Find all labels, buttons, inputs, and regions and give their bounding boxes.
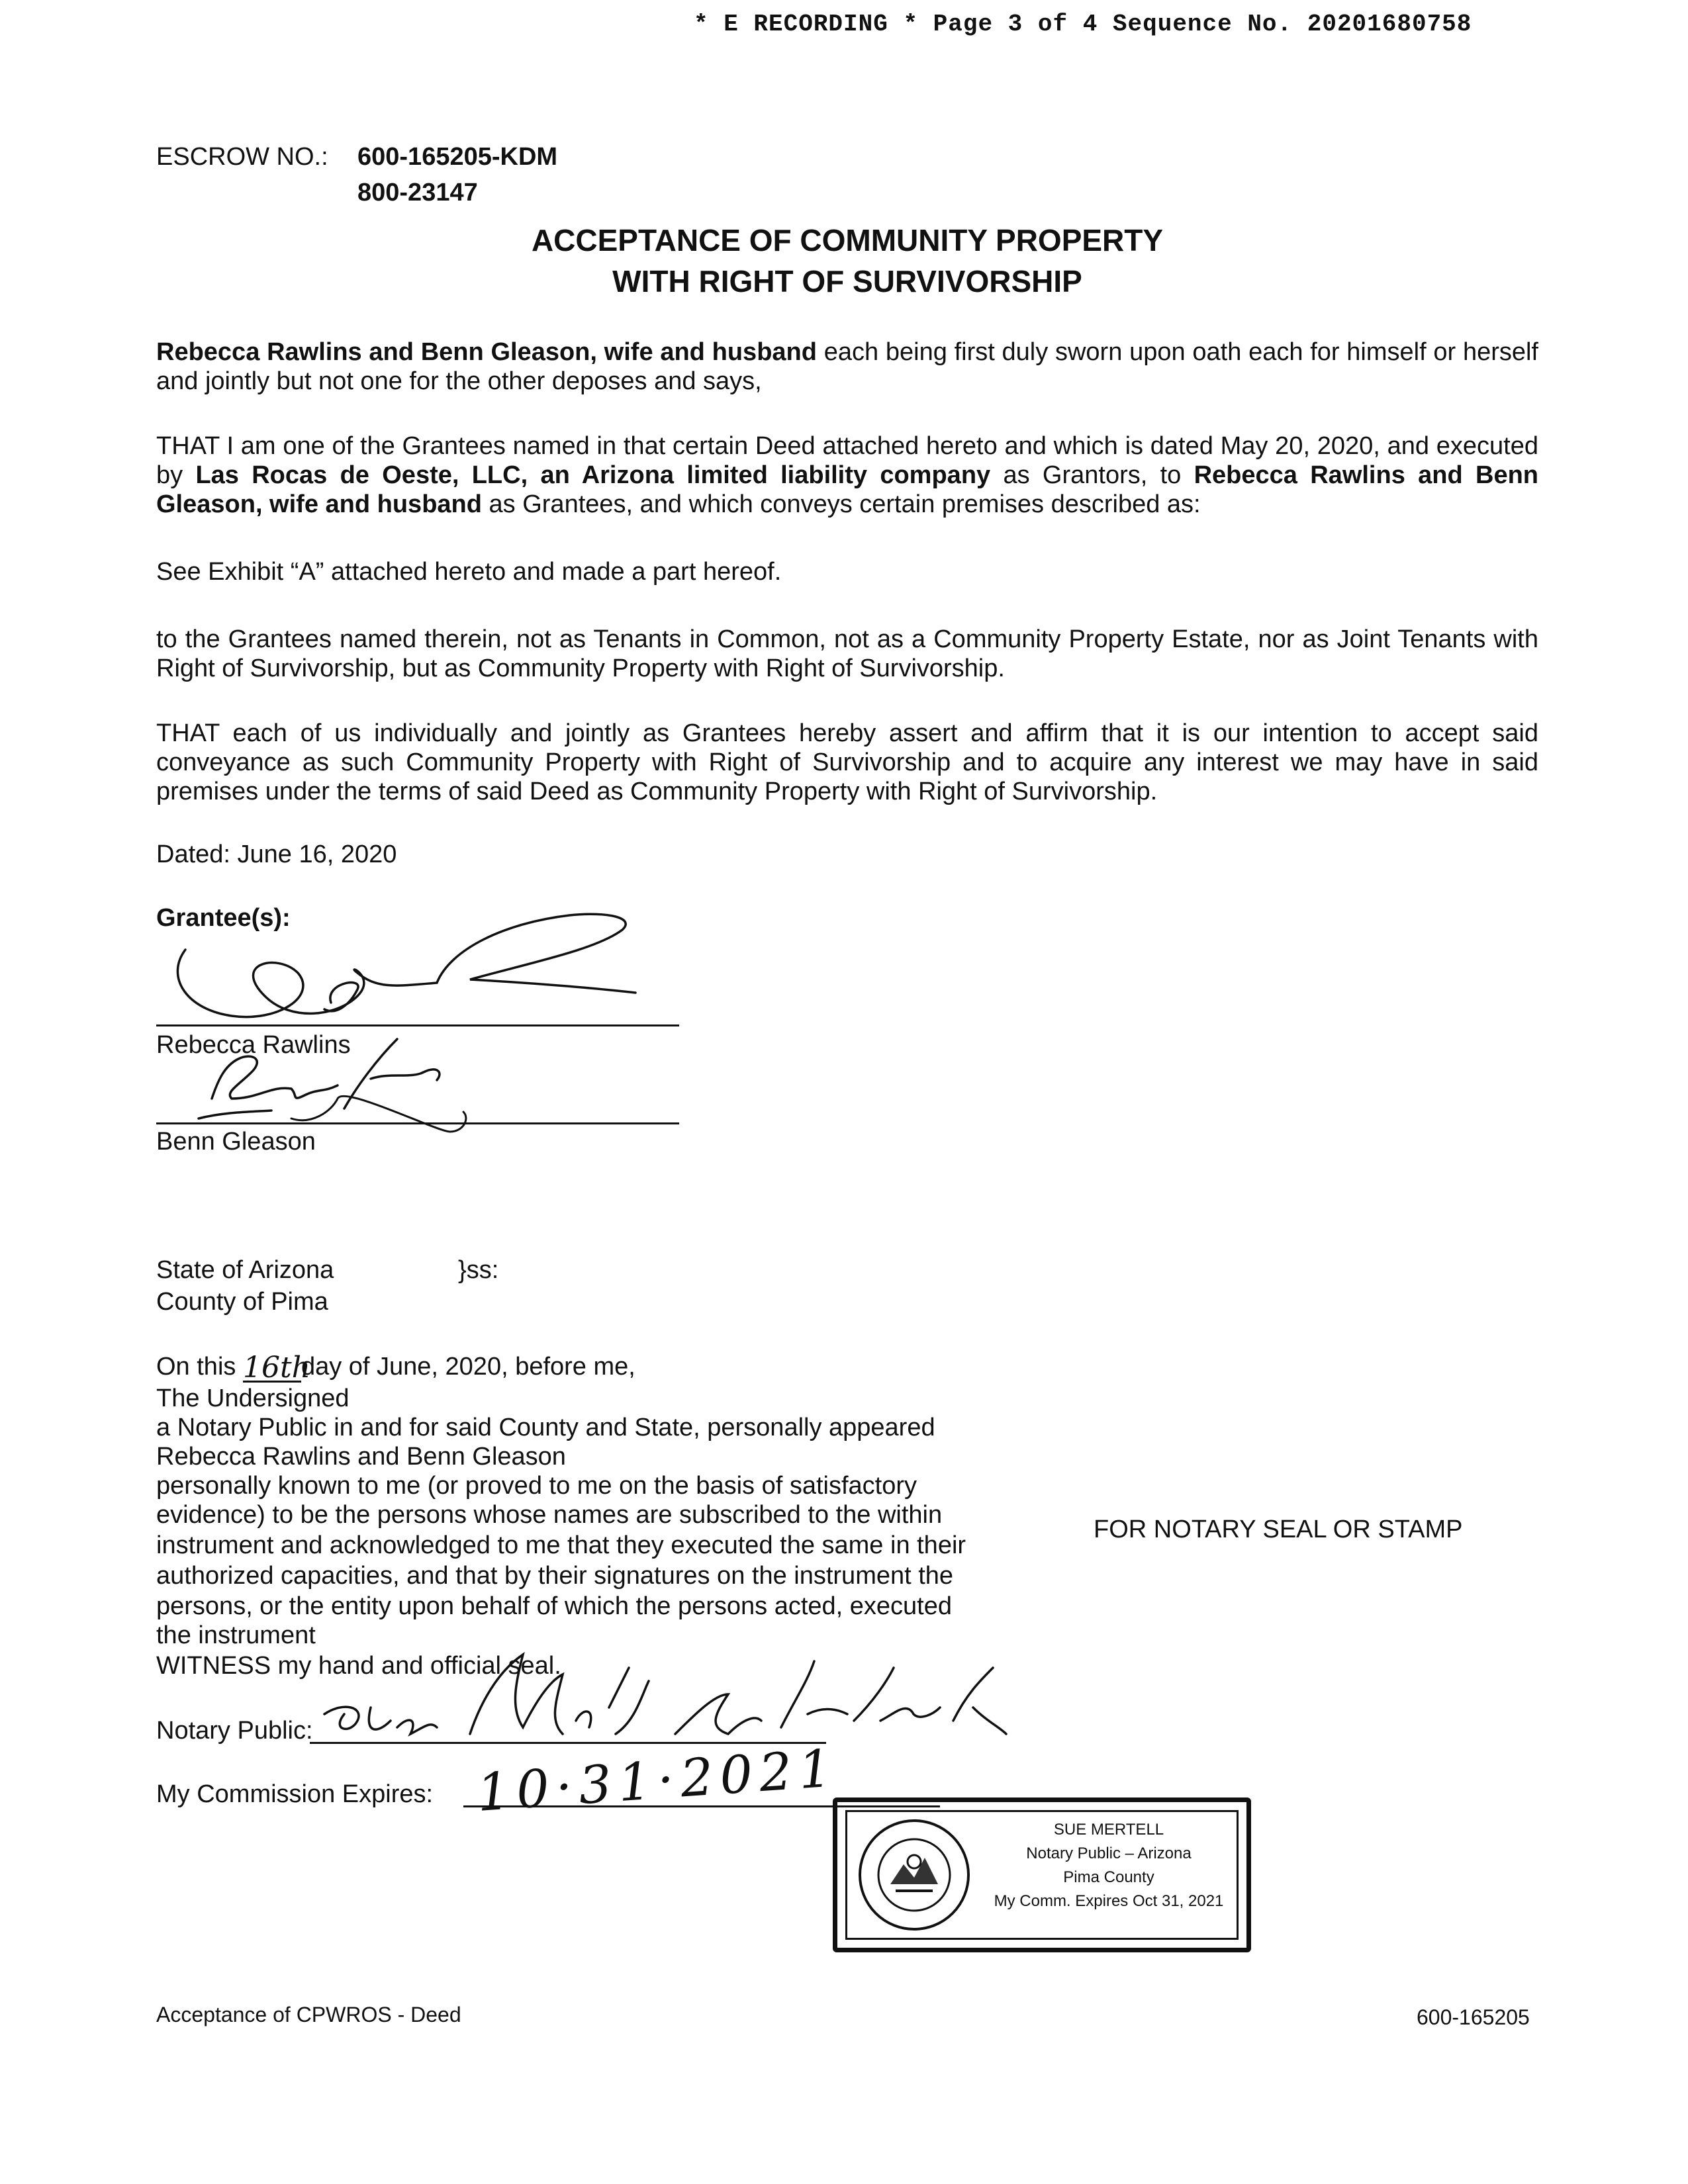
footer-document-name: Acceptance of CPWROS - Deed: [156, 2003, 461, 2026]
ack-line-5: personally known to me (or proved to me on the basis of satisfactory: [156, 1472, 917, 1500]
signature-rebecca-rawlins: [159, 910, 662, 1042]
escrow-number-2: 800-23147: [357, 179, 478, 206]
paragraph-affirmation: THAT each of us individually and jointly as Grantees hereby assert and affirm that it is our intention to accept said conveyance as such Community Property with Right of Survivorship and to acquire any interest we may have in said premises under the terms of said Deed as Community Property with Right of Survivorship.: [156, 719, 1538, 805]
undersigned: The Undersigned: [156, 1385, 350, 1412]
escrow-number: 600-165205-KDM: [357, 143, 558, 171]
notary-stamp: [833, 1797, 1251, 1952]
signer-name-1: Rebecca Rawlins: [156, 1031, 351, 1059]
venue-state: State of Arizona: [156, 1256, 334, 1284]
ack-line-3: a Notary Public in and for said County and State, personally appeared: [156, 1414, 935, 1441]
commission-expires-label: My Commission Expires:: [156, 1780, 434, 1808]
deed-text-3: as Grantees, and which conveys certain premises described as:: [481, 490, 1201, 518]
witness-line: WITNESS my hand and official seal.: [156, 1652, 561, 1680]
stamp-expiration: My Comm. Expires Oct 31, 2021: [994, 1892, 1224, 1910]
footer-escrow-number: 600-165205: [1417, 2005, 1530, 2029]
stamp-notary-title: Notary Public – Arizona: [1026, 1844, 1192, 1862]
ack-line-9: persons, or the entity upon behalf of which the persons acted, executed: [156, 1592, 952, 1620]
ack-line-4: Rebecca Rawlins and Benn Gleason: [156, 1443, 566, 1471]
ack-line-7: instrument and acknowledged to me that they executed the same in their: [156, 1531, 966, 1559]
grantees-label: Grantee(s):: [156, 904, 291, 932]
venue-ss: }ss:: [458, 1256, 499, 1284]
document-title: [397, 220, 1297, 302]
title-line-1: ACCEPTANCE OF COMMUNITY PROPERTY: [531, 223, 1164, 257]
day-handwritten: 16th: [242, 1351, 310, 1385]
affiants-text: each being first duly sworn upon oath each for himself or herself and jointly but not one for the other deposes and says,: [156, 338, 1538, 395]
notary-signature-line: [310, 1742, 826, 1744]
signer-name-2: Benn Gleason: [156, 1128, 316, 1156]
dated-line: Dated: June 16, 2020: [156, 841, 397, 868]
notary-seal-placeholder: FOR NOTARY SEAL OR STAMP: [1094, 1516, 1463, 1543]
grantor-name: Las Rocas de Oeste, LLC, an Arizona limited liability company: [195, 461, 991, 489]
ack-line-10: the instrument: [156, 1621, 316, 1649]
venue-county: County of Pima: [156, 1288, 328, 1316]
escrow-label: ESCROW NO.:: [156, 143, 328, 171]
paragraph-tenancy: to the Grantees named therein, not as Tenants in Common, not as a Community Property Estate, nor as Joint Tenants with Right of Survivorship, but as Community Property with Right of Survivorship.: [156, 625, 1538, 682]
paragraph-exhibit: See Exhibit “A” attached hereto and made a part hereof.: [156, 558, 782, 586]
stamp-notary-name: SUE MERTELL: [1053, 1821, 1164, 1839]
ack-line-6: evidence) to be the persons whose names are subscribed to the within: [156, 1501, 943, 1529]
on-this-suffix: day of June, 2020, before me,: [301, 1353, 635, 1381]
signature-line-2: [156, 1122, 679, 1124]
ack-line-8: authorized capacities, and that by their signatures on the instrument the: [156, 1562, 954, 1590]
stamp-text: [976, 1818, 1241, 1913]
grantee-names: Rebecca Rawlins and Benn Gleason, wife and husband: [156, 461, 1538, 518]
affiants-names: Rebecca Rawlins and Benn Gleason, wife and husband: [156, 338, 817, 366]
paragraph-affiants: [156, 338, 1538, 396]
deed-text-2: as Grantors, to: [990, 461, 1194, 489]
on-this-line: [156, 1351, 635, 1383]
arizona-state-seal-icon: [857, 1818, 971, 1932]
commission-expires-date: 10·31·2021: [475, 1739, 841, 1823]
signature-line-1: [156, 1024, 679, 1026]
title-line-2: WITH RIGHT OF SURVIVORSHIP: [612, 264, 1082, 298]
paragraph-deed: [156, 432, 1538, 519]
notary-signature: [305, 1641, 1019, 1754]
recording-header: * E RECORDING * Page 3 of 4 Sequence No. 20201680758: [694, 11, 1472, 38]
notary-public-label: Notary Public:: [156, 1717, 313, 1745]
deed-text-1: THAT I am one of the Grantees named in that certain Deed attached hereto and which is dated May 20, 2020, and executed by: [156, 432, 1538, 489]
stamp-county: Pima County: [1063, 1868, 1154, 1886]
on-this-prefix: On this: [156, 1353, 243, 1381]
